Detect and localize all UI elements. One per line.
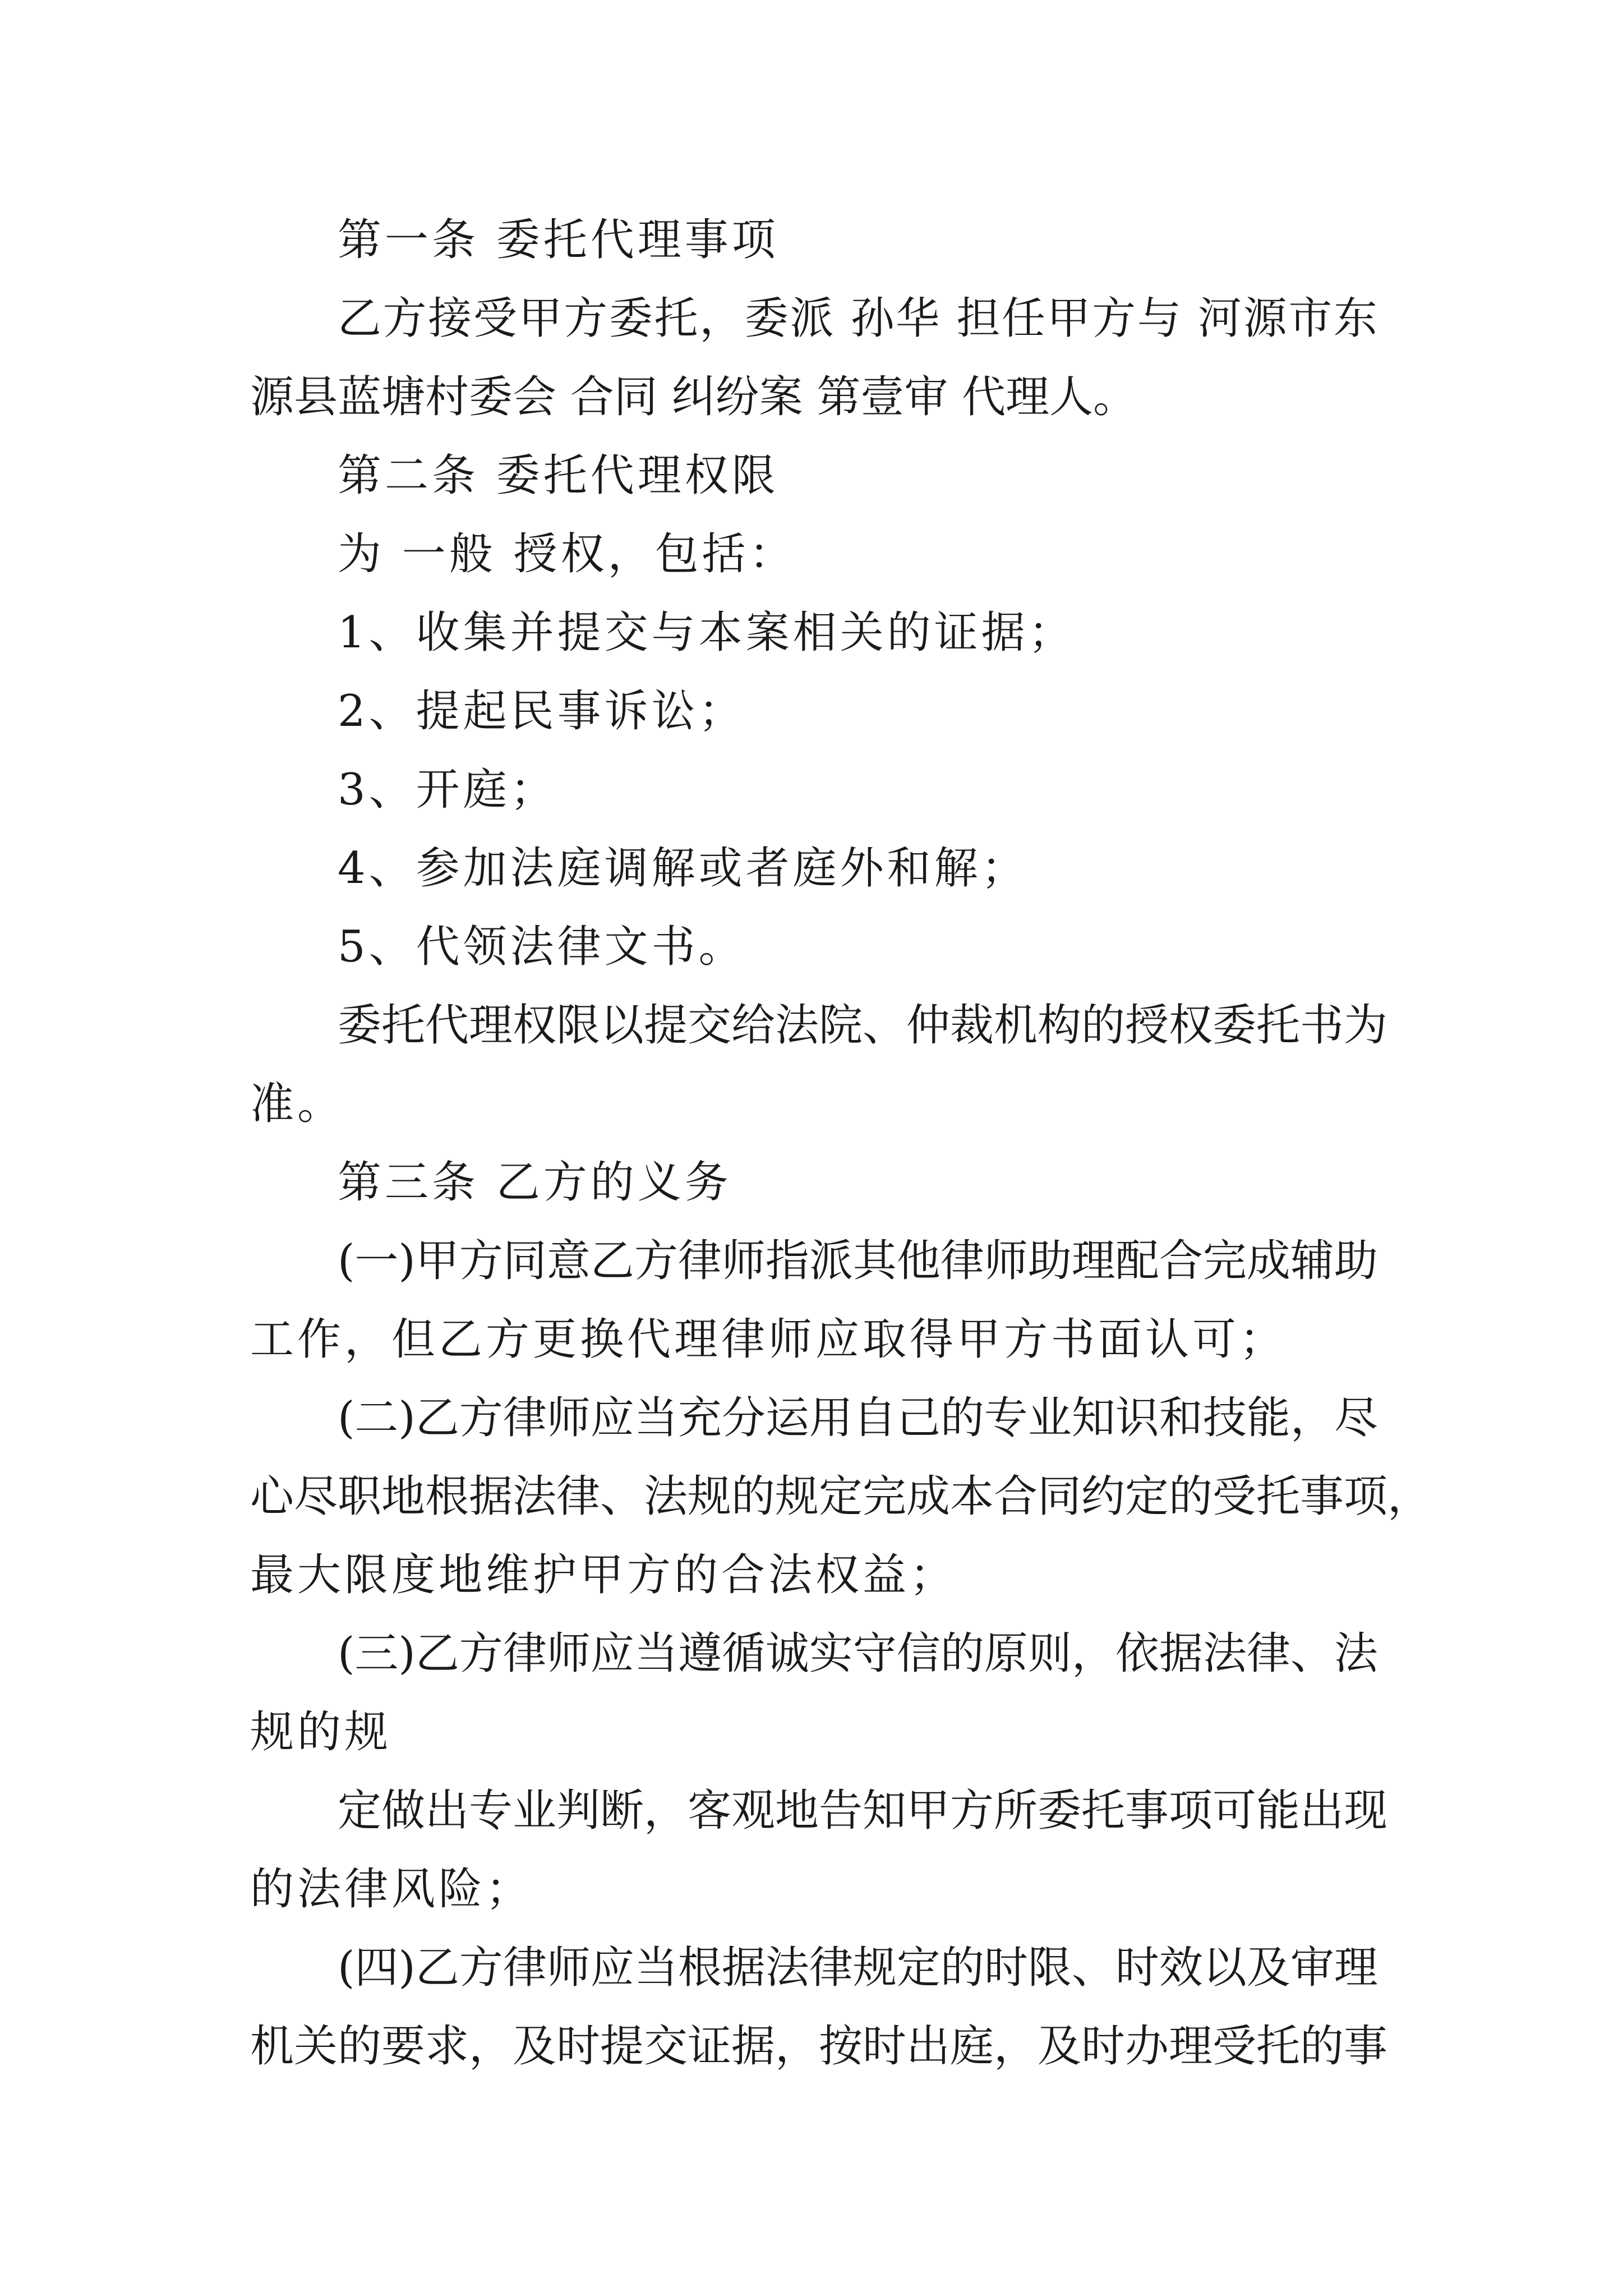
paragraph-line: 最大限度地维护甲方的合法权益； <box>250 1550 957 1600</box>
paragraph-line: 机关的要求，及时提交证据，按时出庭，及时办理受托的事 <box>250 2021 1388 2072</box>
paragraph-line: (三)乙方律师应当遵循诚实守信的原则，依据法律、法 <box>338 1628 1378 1679</box>
paragraph-line: 准。 <box>250 1079 345 1129</box>
list-item: 1、收集并提交与本案相关的证据； <box>338 608 1076 658</box>
paragraph-line: 工作，但乙方更换代理律师应取得甲方书面认可； <box>250 1314 1287 1365</box>
list-item: 4、参加法庭调解或者庭外和解； <box>338 843 1029 894</box>
document-page <box>250 0 1432 2296</box>
paragraph-line: 乙方接受甲方委托，委派 孙华 担任甲方与 河源市东 <box>338 293 1377 344</box>
paragraph-line: 规的规 <box>250 1707 392 1757</box>
paragraph-line: (四)乙方律师应当根据法律规定的时限、时效以及审理 <box>338 1943 1378 1993</box>
paragraph-line: 为 一般 授权，包括： <box>338 529 796 579</box>
article-1-heading: 第一条 委托代理事项 <box>338 215 779 265</box>
list-item: 3、开庭； <box>338 765 557 815</box>
article-2-heading: 第二条 委托代理权限 <box>338 450 779 501</box>
list-item: 5、代领法律文书。 <box>338 922 746 972</box>
list-item: 2、提起民事诉讼； <box>338 686 746 737</box>
article-3-heading: 第三条 乙方的义务 <box>338 1157 732 1208</box>
paragraph-line: 委托代理权限以提交给法院、仲裁机构的授权委托书为 <box>338 1000 1388 1051</box>
paragraph-line: 的法律风险； <box>250 1864 533 1915</box>
paragraph-line: (二)乙方律师应当充分运用自己的专业知识和技能，尽 <box>338 1393 1378 1443</box>
paragraph-line: 源县蓝塘村委会 合同 纠纷案 第壹审 代理人。 <box>250 372 1137 422</box>
paragraph-line: (一)甲方同意乙方律师指派其他律师助理配合完成辅助 <box>338 1236 1378 1286</box>
paragraph-line: 心尽职地根据法律、法规的规定完成本合同约定的受托事项， <box>250 1471 1432 1522</box>
paragraph-line: 定做出专业判断，客观地告知甲方所委托事项可能出现 <box>338 1786 1388 1836</box>
